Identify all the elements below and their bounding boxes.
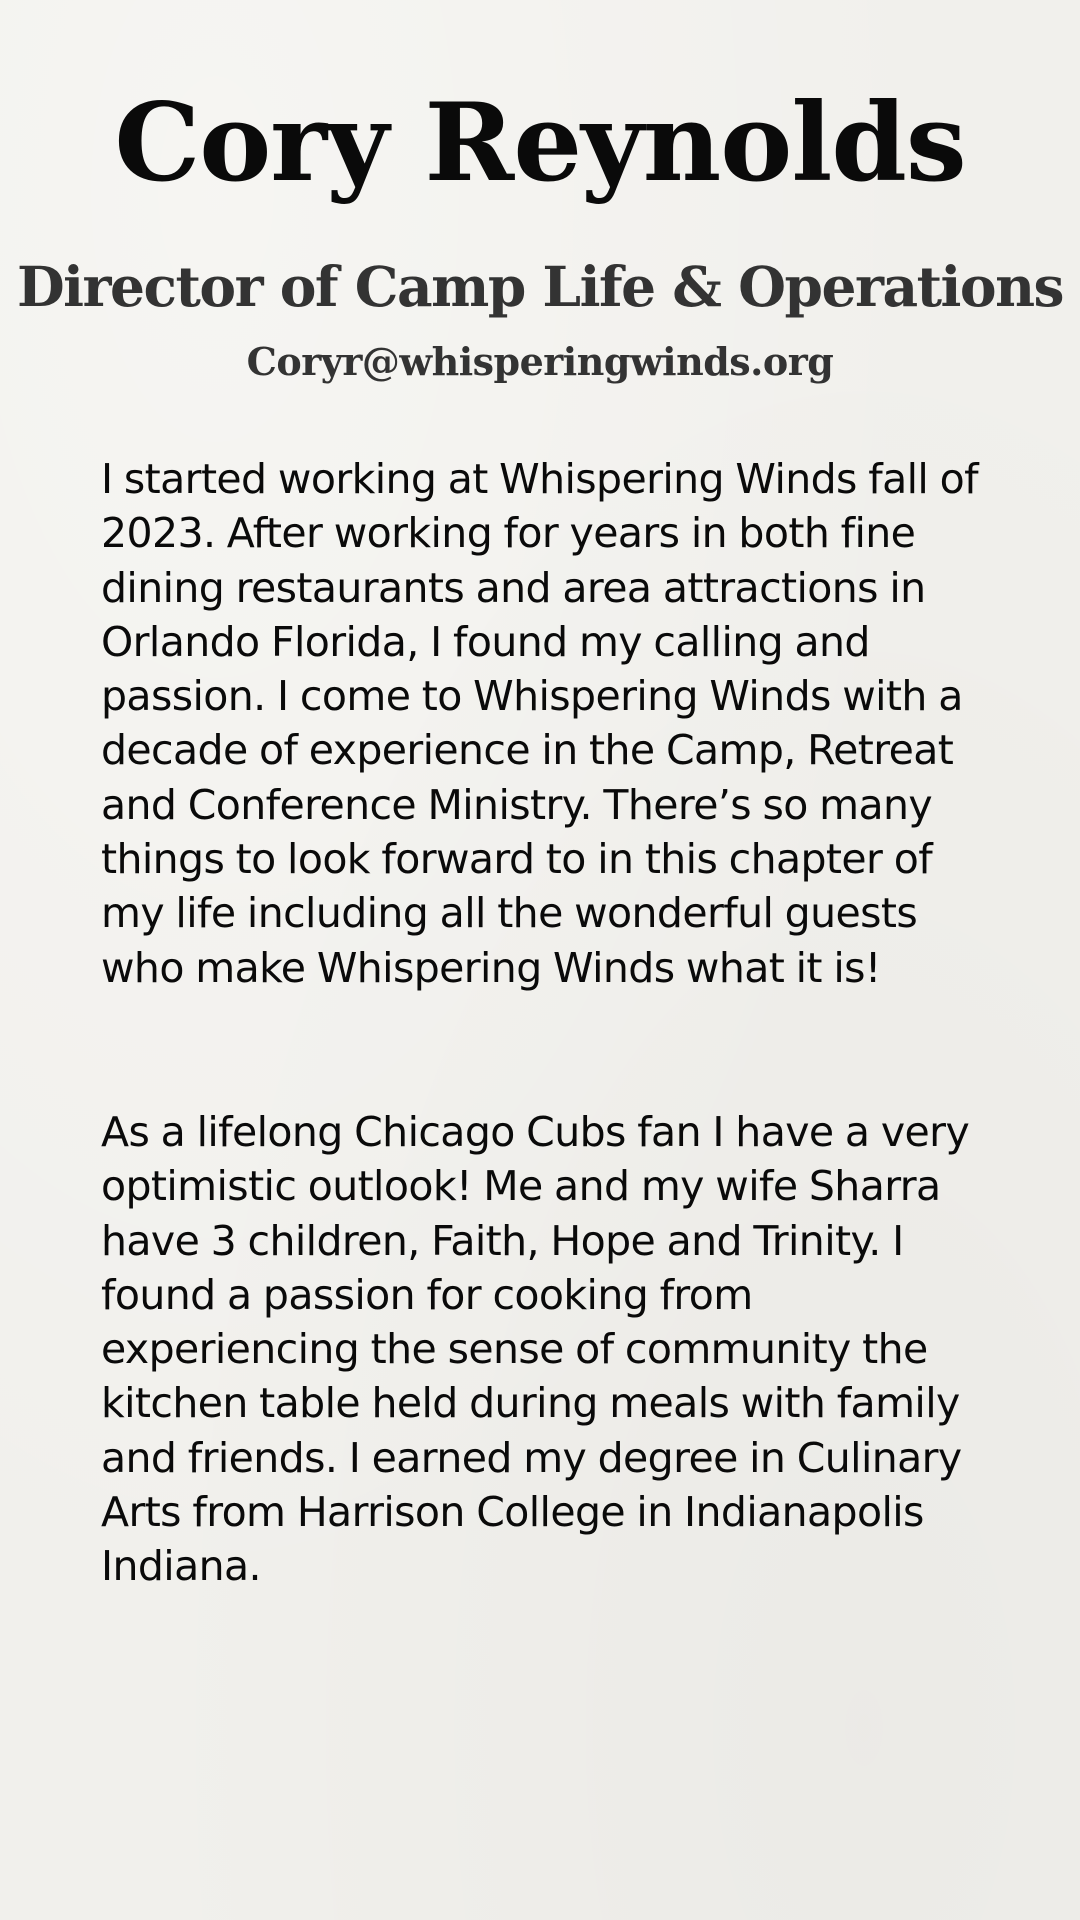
bio-paragraph-2: As a lifelong Chicago Cubs fan I have a very optimistic outlook! Me and my wife Sharra have 3 children, Faith, Hope and Trinity. I found a passion for cooking from experiencing the sense of community the kitchen table held during meals with family and friends. I earned my degree in Culinary Arts from Harrison College in Indianapolis Indiana. (101, 1108, 970, 1591)
person-name: Cory Reynolds (114, 80, 966, 206)
email-address: Coryr@whisperingwinds.org (246, 339, 834, 384)
bio-paragraph-1: I started working at Whispering Winds fall of 2023. After working for years in both fine dining restaurants and area attractions in Orlando Florida, I found my calling and passion. I come to Whispering Winds with a decade of experience in the Camp, Retreat and Conference Ministry. There’s so many things to look forward to in this chapter of my life including all the wonderful guests who make Whispering Winds what it is! (101, 455, 978, 992)
job-title: Director of Camp Life & Operations (16, 254, 1064, 319)
